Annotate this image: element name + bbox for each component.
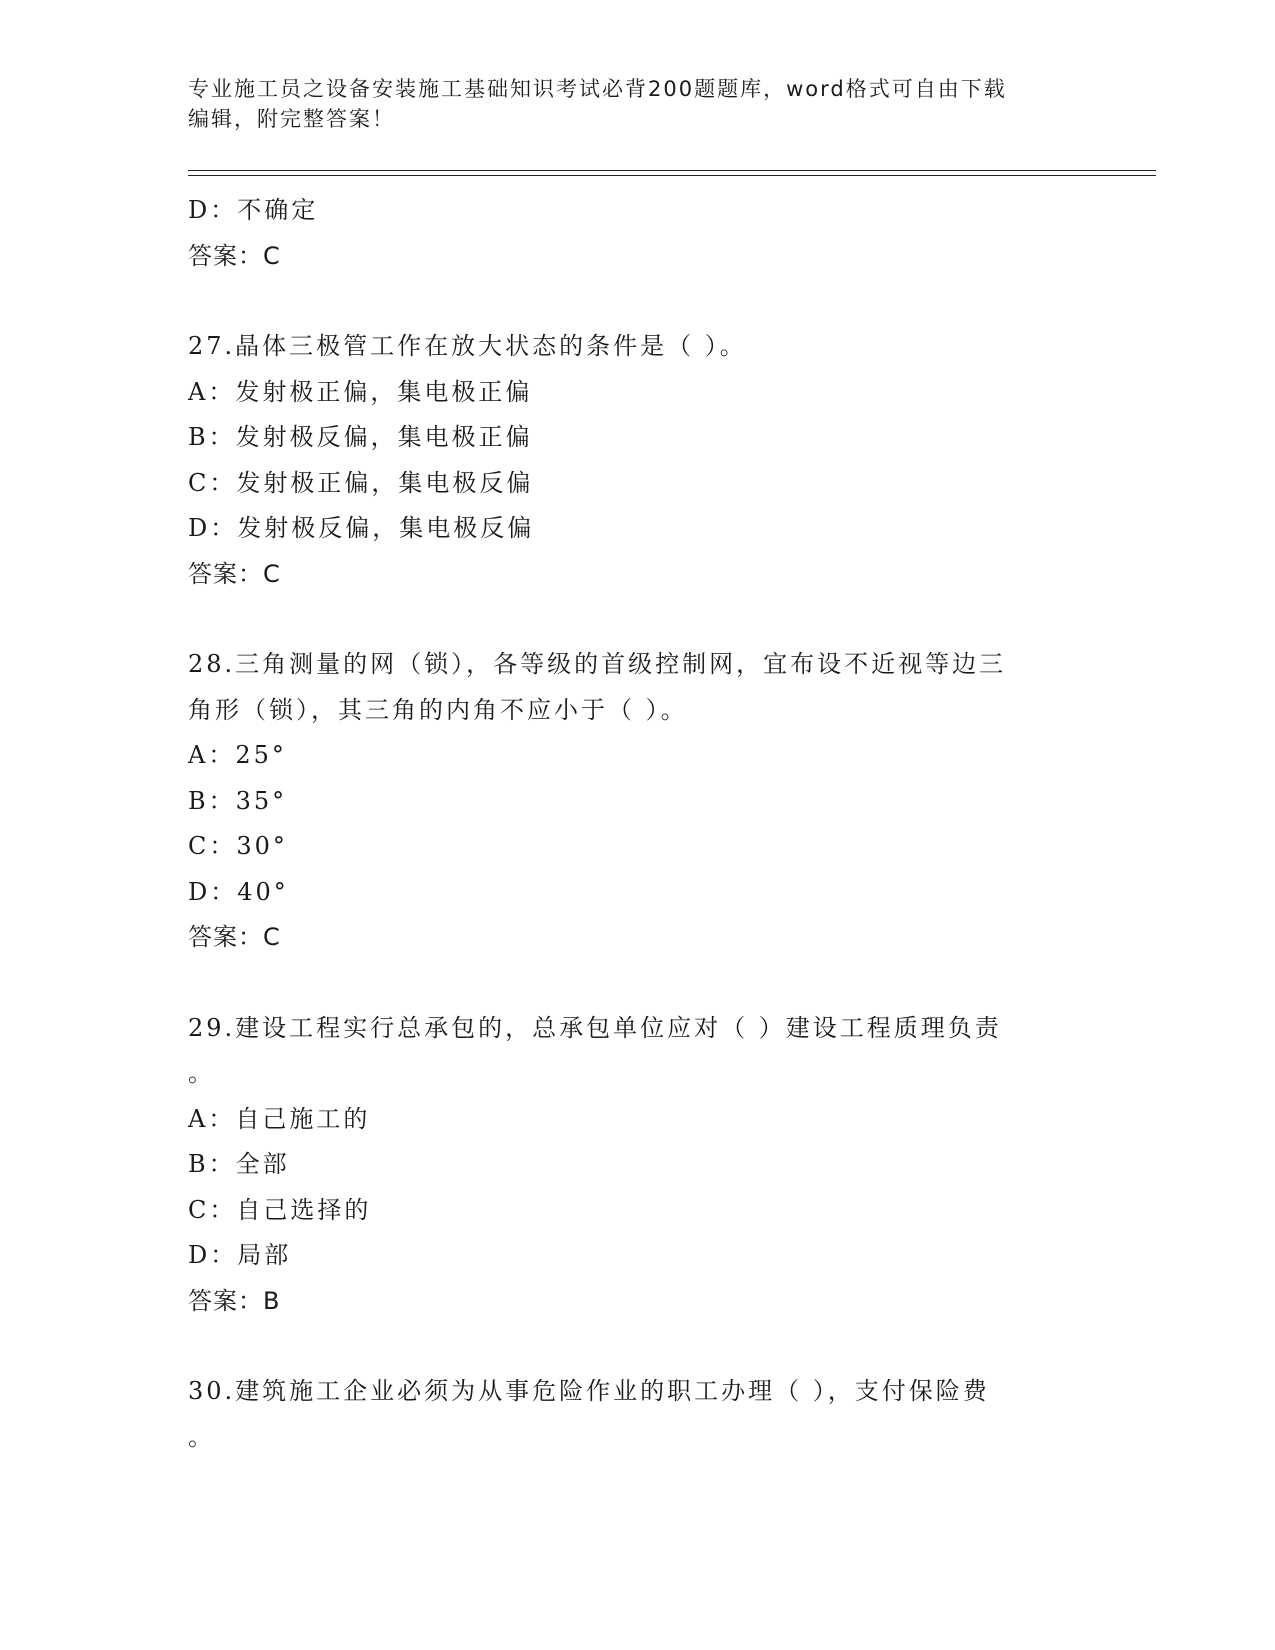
option-d: D：不确定 (188, 196, 319, 224)
option-b: B：发射极反偏，集电极正偏 (188, 423, 533, 451)
question-block-30 (188, 1369, 1088, 1460)
header-divider-bottom (188, 175, 1156, 176)
answer-line: 答案：C (188, 241, 281, 270)
question-block-27 (188, 324, 1088, 597)
header-line-1: 专业施工员之设备安装施工基础知识考试必背200题题库，word格式可自由下载 (188, 77, 1007, 101)
answer-line: 答案：C (188, 923, 281, 951)
option-b: B：35° (188, 786, 288, 815)
option-c: C：30° (188, 832, 288, 860)
option-a: A：发射极正偏，集电极正偏 (188, 377, 533, 406)
question-text-line-2: 。 (188, 1059, 215, 1087)
question-block-29 (188, 1006, 1088, 1325)
question-text-line-1: 29.建设工程实行总承包的，总承包单位应对（ ）建设工程质理负责 (188, 1013, 1002, 1042)
document-body (188, 188, 1088, 1460)
option-b: B：全部 (188, 1150, 290, 1178)
question-text-line-2: 角形（锁），其三角的内角不应小于（ ）。 (188, 695, 688, 724)
option-c: C：自己选择的 (188, 1195, 372, 1224)
question-text-line-1: 28.三角测量的网（锁），各等级的首级控制网，宜布设不近视等边三 (188, 650, 1007, 678)
option-c: C：发射极正偏，集电极反偏 (188, 468, 534, 497)
question-text: 27.晶体三极管工作在放大状态的条件是（ ）。 (188, 332, 747, 360)
answer-line: 答案：B (188, 1286, 281, 1315)
question-text-line-2: 。 (188, 1422, 215, 1451)
document-header (188, 74, 1088, 134)
question-block-26-tail (188, 188, 1088, 279)
option-a: A：自己施工的 (188, 1104, 371, 1133)
option-a: A：25° (188, 741, 287, 769)
question-text-line-1: 30.建筑施工企业必须为从事危险作业的职工办理（ ），支付保险费 (188, 1377, 990, 1405)
header-line-2: 编辑，附完整答案！ (188, 107, 395, 131)
option-d: D：局部 (188, 1241, 292, 1269)
option-d: D：发射极反偏，集电极反偏 (188, 514, 535, 542)
header-divider-top (188, 170, 1156, 171)
answer-line: 答案：C (188, 559, 281, 588)
question-block-28 (188, 642, 1088, 961)
option-d: D：40° (188, 877, 289, 906)
